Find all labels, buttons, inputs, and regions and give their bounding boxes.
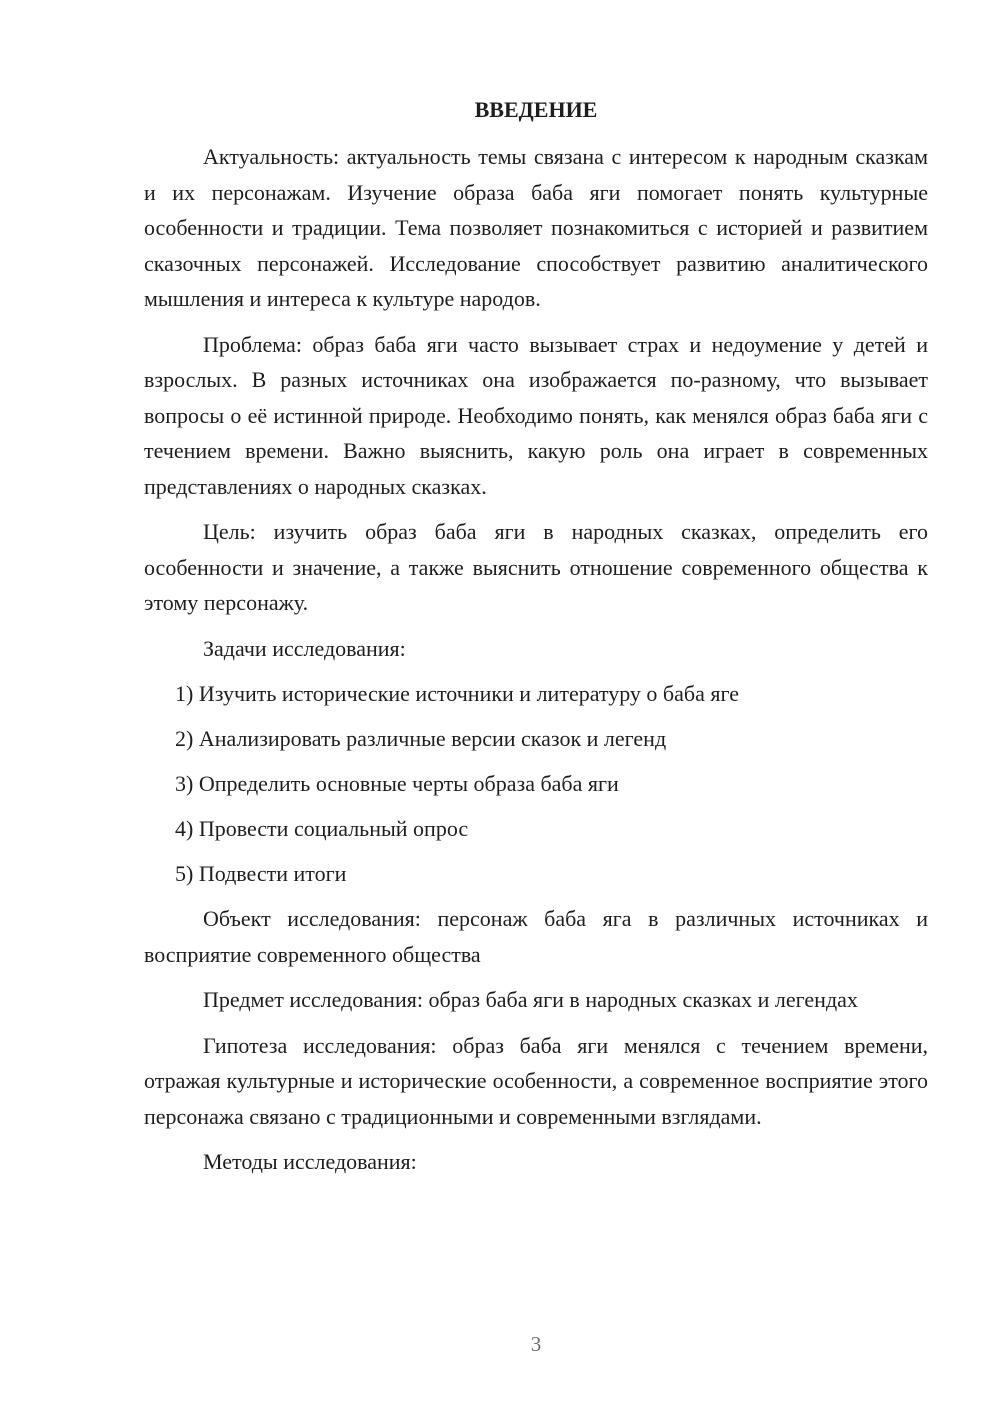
list-item: 4) Провести социальный опрос: [175, 816, 469, 841]
list-item: 2) Анализировать различные версии сказок и легенд: [175, 726, 667, 751]
problem-paragraph: Проблема: образ баба яги часто вызывает страх и недоумение у детей и взрослых. В разных источниках она изображается по-разному, что вызывает вопросы о её истинной природе. Необходимо понять, как менялся образ баба яги с течением времени. Важно выяснить, какую роль она играет в современных представлениях о народных сказках.: [144, 331, 928, 499]
tasks-list: [144, 676, 928, 892]
relevance-paragraph: Актуальность: актуальность темы связана с интересом к народным сказкам и их персонажам. Изучение образа баба яги помогает понять культурные особенности и традиции. Тема позволяет познакомиться с историей и развитием сказочных персонажей. Исследование способствует развитию аналитического мышления и интереса к культуре народов.: [144, 144, 928, 311]
hypothesis-paragraph: Гипотеза исследования: образ баба яги менялся с течением времени, отражая культурные и исторические особенности, а современное восприятие этого персонажа связано с традиционными и современными взглядами.: [144, 1032, 928, 1129]
list-item: 3) Определить основные черты образа баба яги: [175, 771, 619, 796]
methods-label: Методы исследования:: [203, 1149, 417, 1174]
section-heading: ВВЕДЕНИЕ: [474, 97, 598, 122]
list-item: 1) Изучить исторические источники и литературу о баба яге: [175, 681, 739, 706]
tasks-label: Задачи исследования:: [203, 635, 406, 661]
goal-paragraph: Цель: изучить образ баба яги в народных сказках, определить его особенности и значение, а также выяснить отношение современного общества к этому персонажу.: [144, 519, 928, 615]
subject-paragraph: Предмет исследования: образ баба яги в народных сказках и легендах: [203, 987, 858, 1012]
object-paragraph: Объект исследования: персонаж баба яга в различных источниках и восприятие современного общества: [144, 906, 928, 967]
page-number: 3: [530, 1332, 542, 1356]
document-page: [144, 92, 928, 1180]
list-item: 5) Подвести итоги: [175, 861, 347, 886]
